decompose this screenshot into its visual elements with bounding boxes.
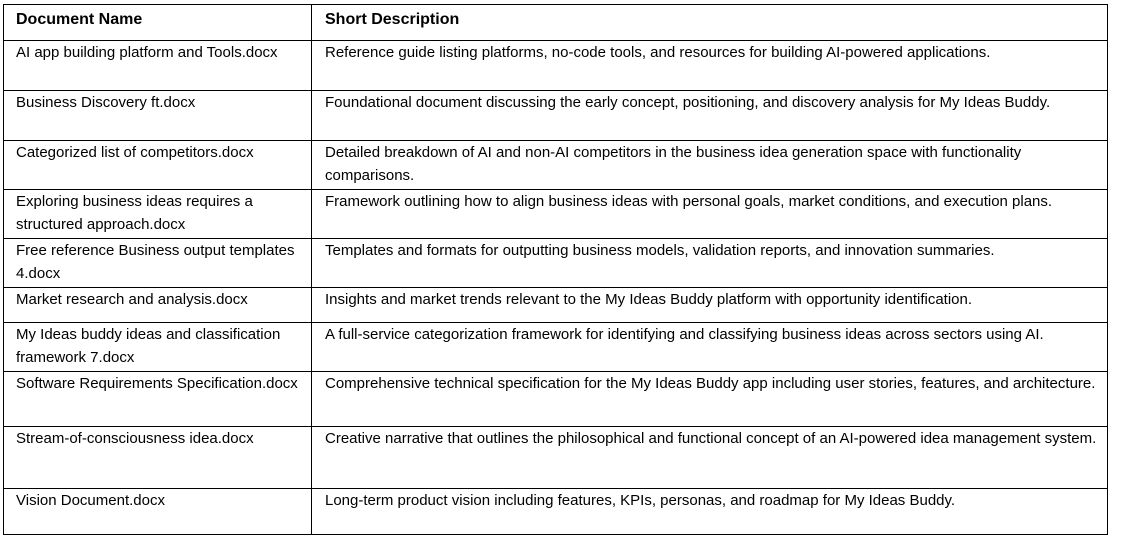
document-name-cell: Vision Document.docx xyxy=(4,489,312,535)
table-header-row xyxy=(4,5,1108,41)
description-cell: A full-service categorization framework for identifying and classifying business ideas across sectors using AI. xyxy=(312,323,1108,372)
table-row xyxy=(4,427,1108,489)
description-cell: Creative narrative that outlines the philosophical and functional concept of an AI-powered idea management system. xyxy=(312,427,1108,489)
table-row xyxy=(4,141,1108,190)
description-cell: Insights and market trends relevant to the My Ideas Buddy platform with opportunity identification. xyxy=(312,288,1108,323)
description-cell: Framework outlining how to align business ideas with personal goals, market conditions, and execution plans. xyxy=(312,190,1108,239)
table-row xyxy=(4,41,1108,91)
column-header-document-name: Document Name xyxy=(4,5,312,41)
table-row xyxy=(4,91,1108,141)
document-name-cell: Business Discovery ft.docx xyxy=(4,91,312,141)
table-row xyxy=(4,190,1108,239)
table-row xyxy=(4,489,1108,535)
document-name-cell: Categorized list of competitors.docx xyxy=(4,141,312,190)
table-row xyxy=(4,288,1108,323)
document-name-cell: Software Requirements Specification.docx xyxy=(4,372,312,427)
document-name-cell: AI app building platform and Tools.docx xyxy=(4,41,312,91)
table-row xyxy=(4,372,1108,427)
description-cell: Detailed breakdown of AI and non-AI competitors in the business idea generation space with functionality comparisons. xyxy=(312,141,1108,190)
description-cell: Comprehensive technical specification for the My Ideas Buddy app including user stories, features, and architecture. xyxy=(312,372,1108,427)
description-cell: Reference guide listing platforms, no-code tools, and resources for building AI-powered applications. xyxy=(312,41,1108,91)
document-name-cell: Market research and analysis.docx xyxy=(4,288,312,323)
table-row xyxy=(4,323,1108,372)
description-cell: Templates and formats for outputting business models, validation reports, and innovation summaries. xyxy=(312,239,1108,288)
column-header-short-description: Short Description xyxy=(312,5,1108,41)
document-table xyxy=(3,4,1108,535)
document-name-cell: Exploring business ideas requires a structured approach.docx xyxy=(4,190,312,239)
document-name-cell: Stream-of-consciousness idea.docx xyxy=(4,427,312,489)
document-name-cell: Free reference Business output templates 4.docx xyxy=(4,239,312,288)
description-cell: Long-term product vision including features, KPIs, personas, and roadmap for My Ideas Buddy. xyxy=(312,489,1108,535)
description-cell: Foundational document discussing the early concept, positioning, and discovery analysis for My Ideas Buddy. xyxy=(312,91,1108,141)
table-row xyxy=(4,239,1108,288)
document-name-cell: My Ideas buddy ideas and classification framework 7.docx xyxy=(4,323,312,372)
